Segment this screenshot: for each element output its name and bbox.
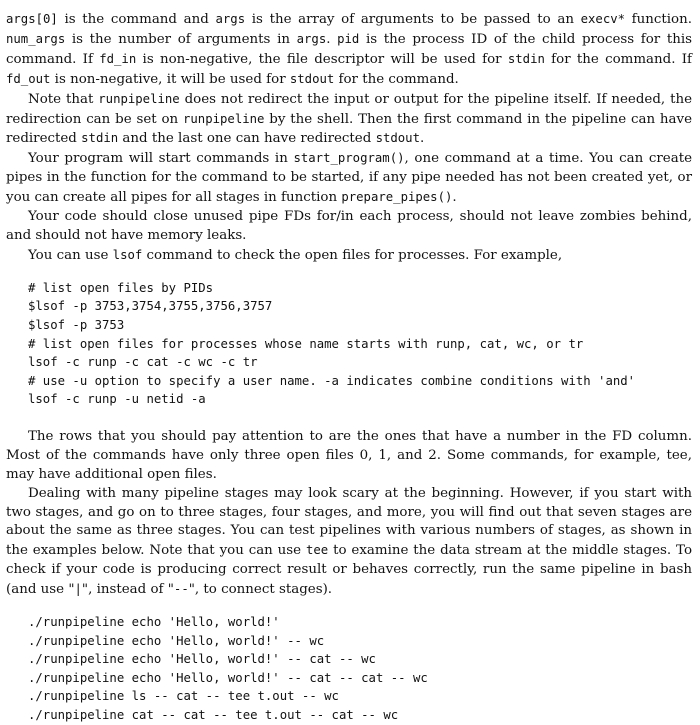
text-span: . <box>452 190 457 206</box>
text-span: is non-negative, the file descriptor will be used for <box>136 51 508 67</box>
code-line: lsof -c runp -u netid -a <box>28 392 206 407</box>
text-span: to examine the data stream at the middle stages. To check if your code is producing correct result or behaves correctly, run the same pipeline in bash (and use " <box>6 543 693 598</box>
text-span: is the process ID of the child process for this command. If <box>6 31 692 67</box>
text-span: is the array of arguments to be passed to an <box>245 12 581 27</box>
text-span: Note that <box>28 91 99 107</box>
text-span: Your program will start commands in <box>28 151 294 167</box>
start-program-paragraph <box>6 149 692 208</box>
pipeline-stages-paragraph <box>6 485 692 600</box>
fd-rows-paragraph <box>6 428 692 485</box>
code-args0: args[0] <box>6 12 58 26</box>
redirect-paragraph <box>6 90 692 150</box>
code-line: ./runpipeline echo 'Hello, world!' -- wc <box>28 633 325 648</box>
code-stdout: stdout <box>289 71 335 86</box>
text-span: function. <box>625 12 692 27</box>
code-line: ./runpipeline echo 'Hello, world!' <box>28 615 280 630</box>
text-span: by the shell. Then the first command in the pipeline can have redirected <box>6 111 693 147</box>
code-lsof: lsof <box>112 247 143 262</box>
code-line: $lsof -p 3753 <box>28 317 125 332</box>
code-line: ./runpipeline echo 'Hello, world!' -- cat -- cat -- wc <box>28 670 428 685</box>
text-span: ", instead of " <box>81 582 174 598</box>
code-line: ./runpipeline cat -- cat -- tee t.out -- cat -- wc <box>28 708 399 723</box>
code-line: # list open files by PIDs <box>28 280 214 295</box>
text-span: does not redirect the input or output for the pipeline itself. If needed, the redirection can be set on <box>6 91 693 127</box>
text-span: is non-negative, it will be used for <box>50 71 290 87</box>
lsof-code-block <box>6 279 692 409</box>
text-span: Dealing with many pipeline stages may look scary at the beginning. However, if you start with two stages, and go on to three stages, four stages, and more, you will find out that seven stages are about the same as three stages. You can test pipelines with various numbers of stages, as shown in the examples below. Note that you can use <box>6 485 692 559</box>
code-execv: execv* <box>580 12 626 26</box>
code-line: ./runpipeline ls -- cat -- tee t.out -- wc <box>28 689 339 704</box>
code-line: # use -u option to specify a user name. -a indicates combine conditions with 'and' <box>28 373 636 388</box>
code-stdin: stdin <box>507 51 545 66</box>
code-runpipeline: runpipeline <box>183 111 265 126</box>
text-span: and the last one can have redirected <box>118 131 376 147</box>
code-args: args <box>215 12 246 26</box>
intro-paragraph <box>6 10 692 90</box>
text-span: is the number of arguments in <box>65 31 297 47</box>
code-start-program: start_program() <box>293 151 405 166</box>
text-span: for the command. <box>334 71 459 87</box>
code-fd-out: fd_out <box>6 71 51 86</box>
code-prepare-pipes: prepare_pipes() <box>341 190 453 205</box>
code-fd-in: fd_in <box>99 51 137 66</box>
code-stdout: stdout <box>375 131 420 146</box>
code-line: $lsof -p 3753,3754,3755,3756,3757 <box>28 299 273 314</box>
code-stdin: stdin <box>81 131 119 146</box>
text-span: You can use <box>28 247 113 263</box>
example-code-block <box>6 613 692 725</box>
code-runpipeline: runpipeline <box>98 91 180 106</box>
text-span: , one command at a time. You can create pipes in the function for the command to be started, if any pipe needed has not been created yet, or you can create all pipes for all stages in function <box>6 151 692 206</box>
text-span: is the command and <box>57 12 216 27</box>
text-span: . <box>419 131 425 147</box>
code-args: args <box>296 31 327 46</box>
code-pipe-symbol: | <box>74 582 82 597</box>
text-span: command to check the open files for processes. For example, <box>142 247 563 263</box>
text-span: The rows that you should pay attention to are the ones that have a number in the FD column. Most of the commands have only three open files 0, 1, and 2. Some commands, for example, tee, may have additional open files. <box>6 428 692 482</box>
text-span: ", to connect stages). <box>188 582 333 598</box>
text-span: Your code should close unused pipe FDs for/in each process, should not leave zombies behind, and should not have memory leaks. <box>6 209 692 243</box>
code-line: # list open files for processes whose name starts with runp, cat, wc, or tr <box>28 336 584 351</box>
text-span: for the command. If <box>544 51 693 67</box>
close-fds-paragraph <box>6 208 692 246</box>
lsof-paragraph <box>6 246 692 266</box>
code-double-dash: -- <box>173 582 189 597</box>
code-pid: pid <box>337 31 360 46</box>
code-line: lsof -c runp -c cat -c wc -c tr <box>28 355 258 370</box>
code-num-args: num_args <box>6 31 66 46</box>
code-tee: tee <box>306 543 329 558</box>
text-span: . <box>326 31 338 47</box>
code-line: ./runpipeline echo 'Hello, world!' -- cat -- wc <box>28 652 376 667</box>
document-page <box>6 10 692 725</box>
